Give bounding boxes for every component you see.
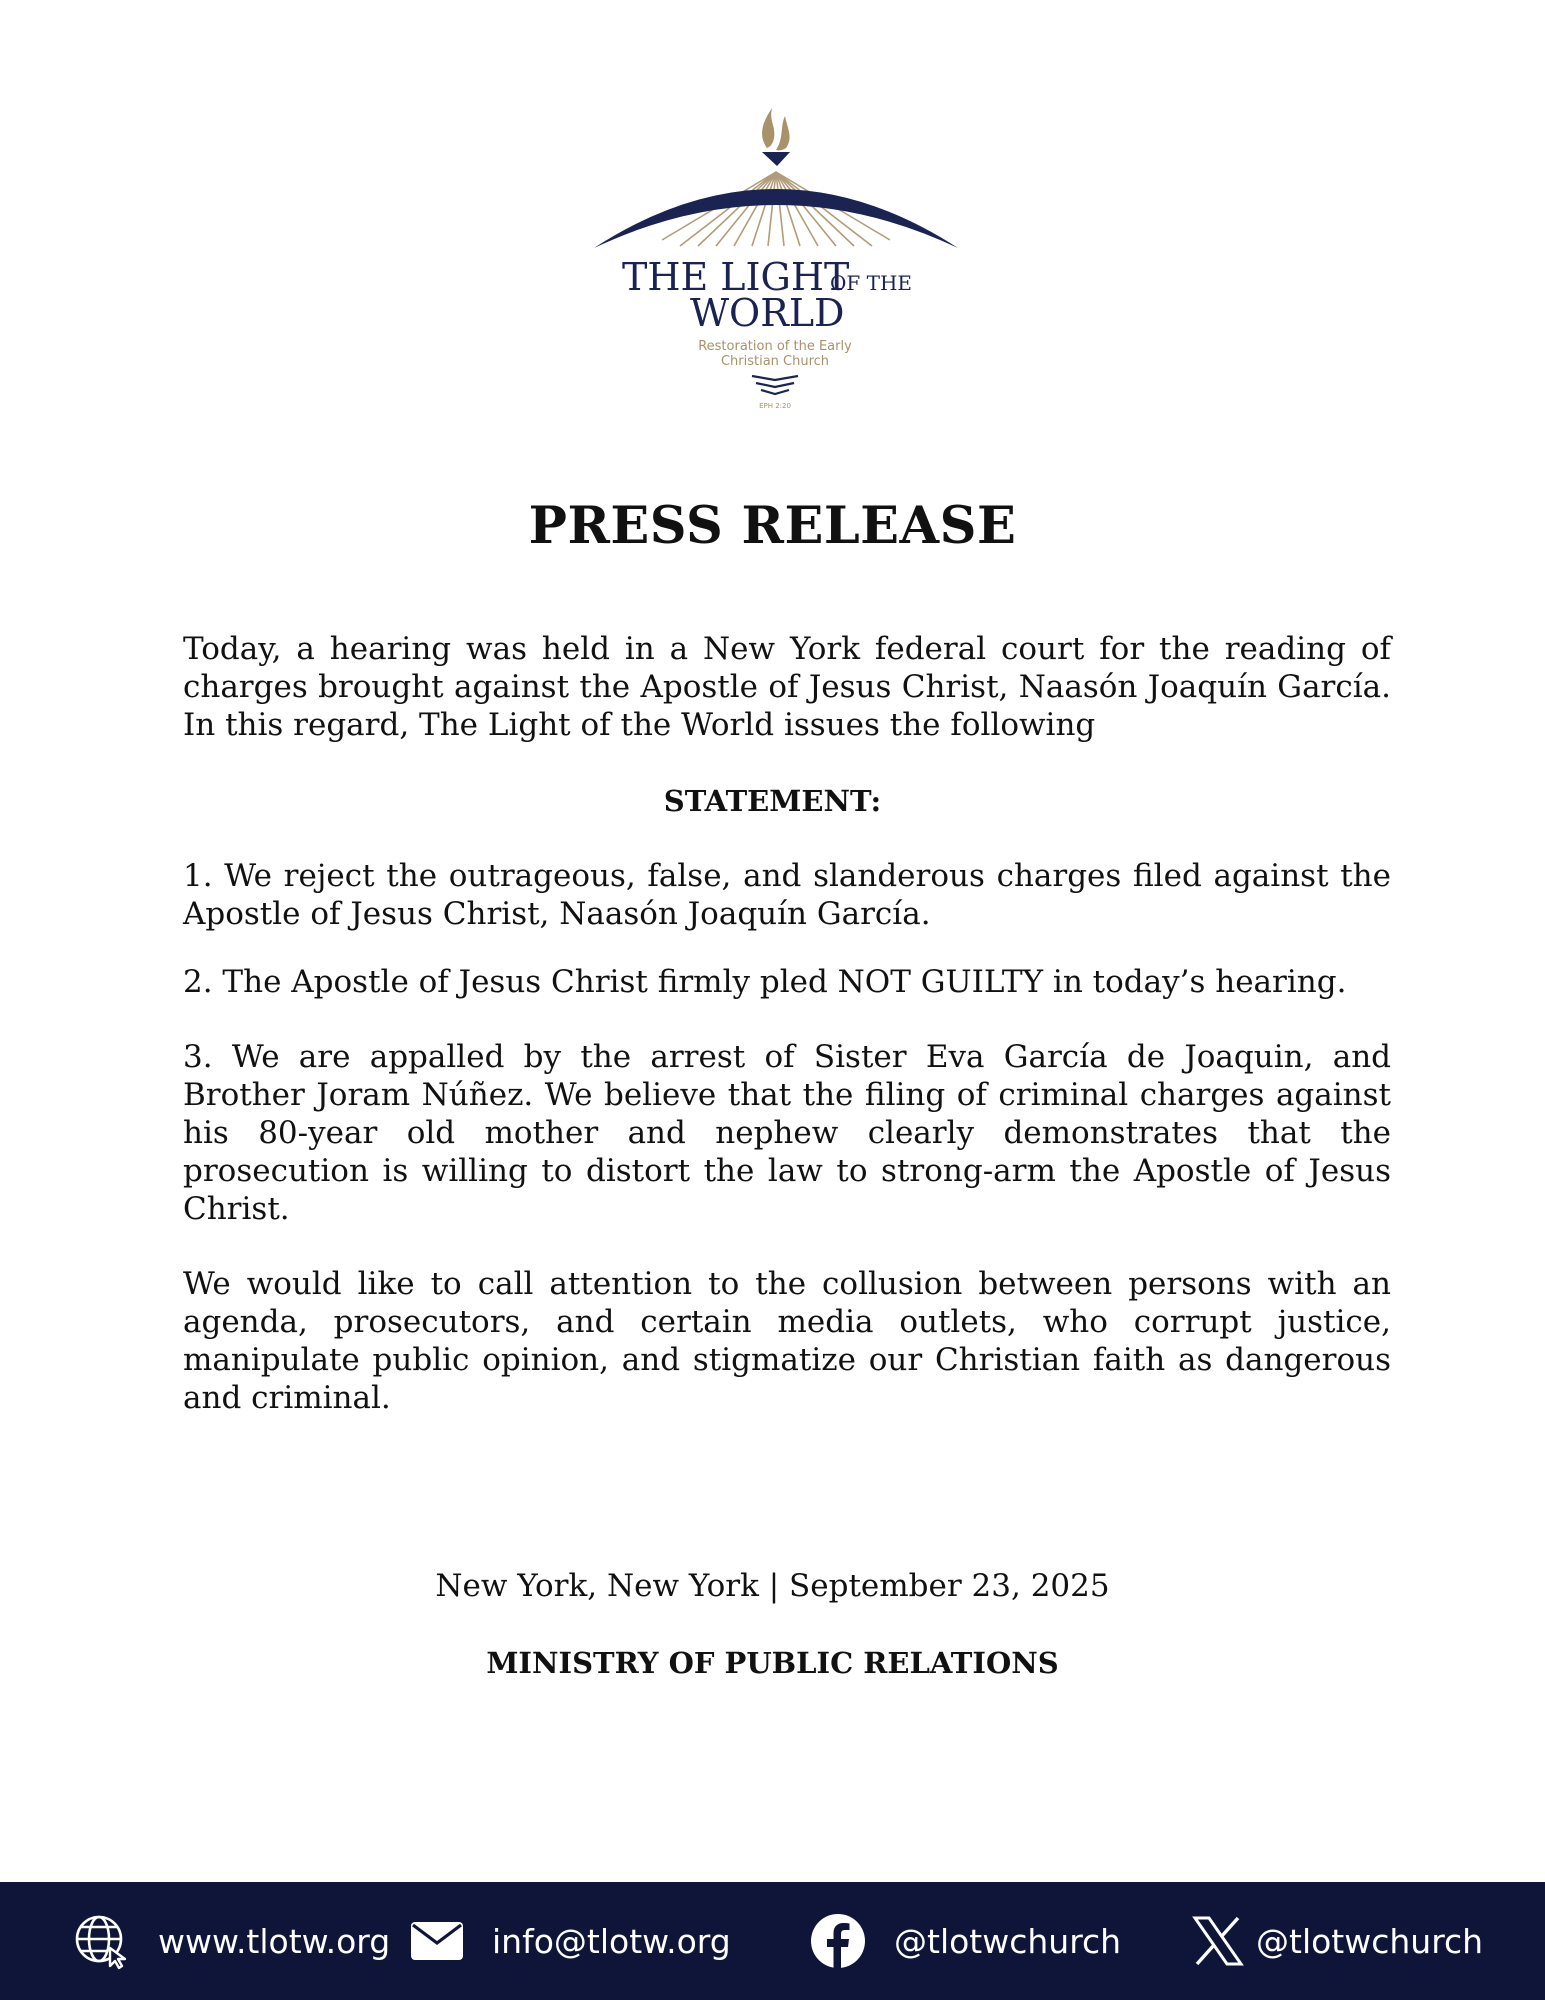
logo-arc bbox=[594, 189, 958, 248]
footer-website-text: www.tlotw.org bbox=[158, 1921, 391, 1961]
logo-title-line1: THE LIGHT bbox=[622, 255, 850, 299]
signature-ministry: MINISTRY OF PUBLIC RELATIONS bbox=[486, 1646, 1059, 1680]
contact-footer bbox=[0, 1882, 1545, 2000]
logo-verse: EPH 2:20 bbox=[759, 402, 791, 410]
footer-x-text: @tlotwchurch bbox=[1256, 1921, 1484, 1961]
logo-tagline-1: Restoration of the Early bbox=[698, 339, 852, 354]
dateline: New York, New York | September 23, 2025 bbox=[435, 1568, 1110, 1604]
footer-email-text: info@tlotw.org bbox=[492, 1921, 731, 1961]
globe-icon bbox=[72, 1912, 130, 1970]
logo-title-line2: WORLD bbox=[690, 291, 845, 335]
footer-x-link[interactable] bbox=[1192, 1882, 1483, 2000]
statement-point-3: 3. We are appalled by the arrest of Sister Eva García de Joaquin, and Brother Joram Núñez. We believe that the filing of criminal charges against his 80-year old mother and nephew clearly demonstrates that the prosecution is willing to distort the law to strong-arm the Apostle of Jesus Christ. bbox=[183, 1039, 1391, 1227]
statement-heading: STATEMENT: bbox=[663, 784, 882, 818]
logo-tagline-2: Christian Church bbox=[720, 354, 830, 369]
closing-paragraph: We would like to call attention to the collusion between persons with an agenda, prosecutors, and certain media outlets, who corrupt justice, manipulate public opinion, and stigmatize our Christian faith as dangerous and criminal. bbox=[183, 1266, 1391, 1416]
footer-facebook-text: @tlotwchurch bbox=[894, 1921, 1122, 1961]
intro-paragraph: Today, a hearing was held in a New York federal court for the reading of charges brought against the Apostle of Jesus Christ, Naasón Joaquín García. In this regard, The Light of the World issues the following bbox=[183, 631, 1391, 743]
open-bible-icon bbox=[752, 376, 798, 394]
logo-title-ofthe: OF THE bbox=[830, 271, 913, 295]
statement-point-2: 2. The Apostle of Jesus Christ firmly pled NOT GUILTY in today’s hearing. bbox=[183, 964, 1347, 1000]
mail-icon bbox=[410, 1921, 464, 1961]
footer-facebook-link[interactable] bbox=[810, 1882, 1121, 2000]
statement-point-1: 1. We reject the outrageous, false, and slanderous charges filed against the Apostle of Jesus Christ, Naasón Joaquín García. bbox=[183, 858, 1391, 932]
footer-email-link[interactable] bbox=[410, 1882, 731, 2000]
church-logo bbox=[580, 100, 970, 410]
facebook-icon bbox=[810, 1913, 866, 1969]
x-icon bbox=[1192, 1915, 1244, 1967]
torch-cup bbox=[762, 152, 790, 166]
footer-website-link[interactable] bbox=[72, 1882, 390, 2000]
page-title: PRESS RELEASE bbox=[528, 496, 1017, 556]
torch-flame-icon bbox=[762, 108, 789, 150]
